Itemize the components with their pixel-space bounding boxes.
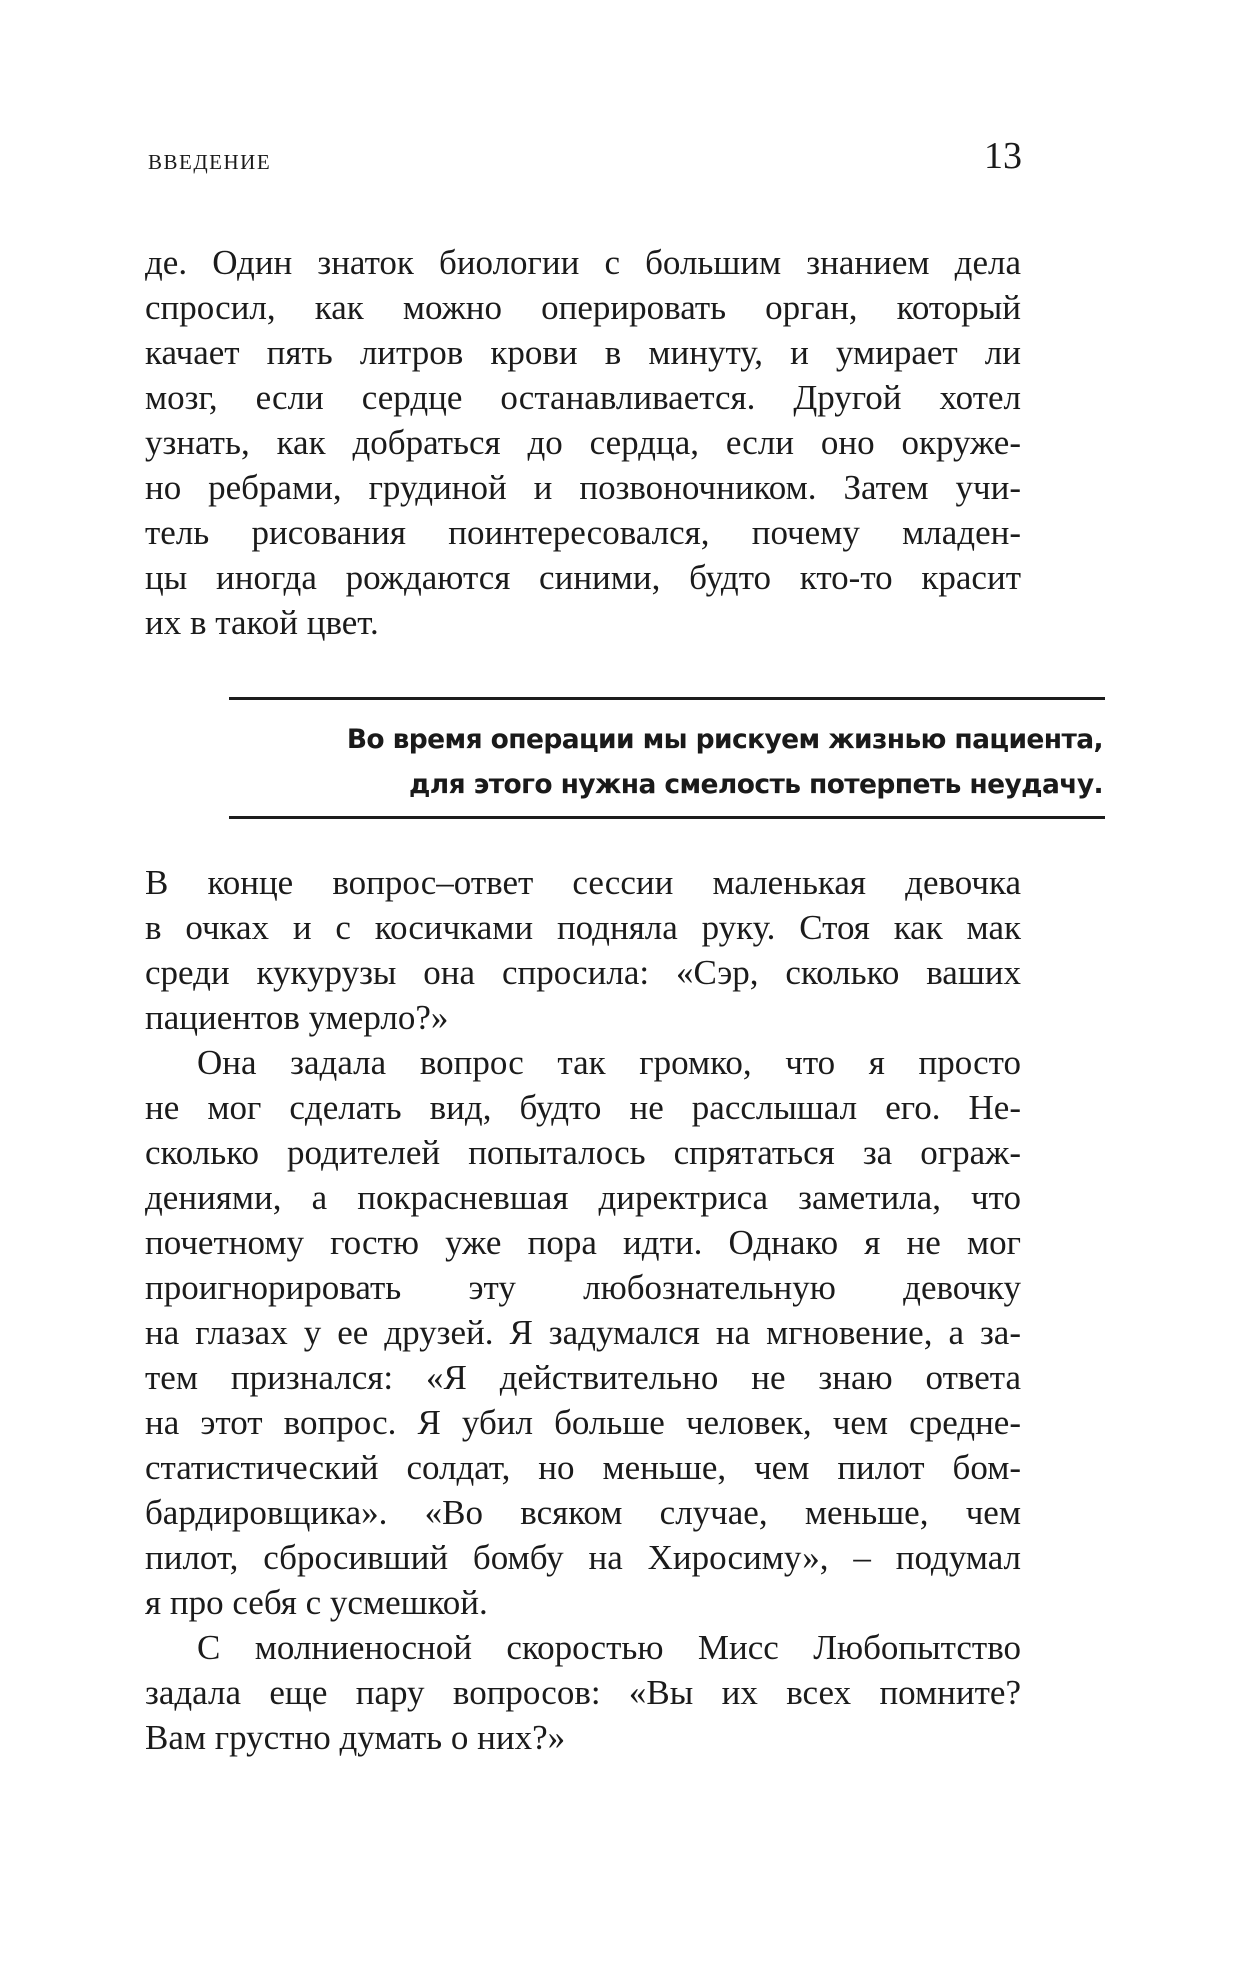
text-line: Вам грустно думать о них?» [145,1718,566,1757]
text-line: сколько родителей попыталось спрятаться за ограж- [145,1133,1021,1172]
text-line: узнать, как добраться до сердца, если оно окруже- [145,423,1021,462]
pull-quote-bottom-rule [229,816,1105,819]
text-line: среди кукурузы она спросила: «Сэр, сколько ваших [145,953,1021,992]
text-line: задала еще пару вопросов: «Вы их всех помните? [145,1673,1021,1712]
text-line: мозг, если сердце останавливается. Другой хотел [145,378,1021,417]
text-line: качает пять литров крови в минуту, и умирает ли [145,333,1021,372]
text-line: тель рисования поинтересовался, почему младен- [145,513,1021,552]
page-number: 13 [984,135,1022,177]
pull-quote [229,697,1105,819]
text-line: дениями, а покрасневшая директриса заметила, что [145,1178,1021,1217]
text-line: бардировщика». «Во всяком случае, меньше, чем [145,1493,1021,1532]
text-line: но ребрами, грудиной и позвоночником. Затем учи- [145,468,1021,507]
text-line: цы иногда рождаются синими, будто кто-то красит [145,558,1021,597]
text-line: почетному гостю уже пора идти. Однако я не мог [145,1223,1021,1262]
text-line: В конце вопрос–ответ сессии маленькая девочка [145,863,1021,902]
paragraph-1 [145,240,1021,645]
pull-quote-line: Во время операции мы рискуем жизнью пациента, [346,724,1103,755]
running-head: ВВЕДЕНИЕ [148,150,272,174]
text-line: спросил, как можно оперировать орган, который [145,288,1021,327]
text-line: С молниеносной скоростью Мисс Любопытство [197,1628,1021,1667]
text-line: не мог сделать вид, будто не расслышал его. Не- [145,1088,1021,1127]
text-line: Она задала вопрос так громко, что я просто [197,1043,1021,1082]
text-line: пилот, сбросивший бомбу на Хиросиму», – подумал [145,1538,1021,1577]
pull-quote-line: для этого нужна смелость потерпеть неудачу. [409,769,1103,800]
text-line: их в такой цвет. [145,603,379,642]
text-line: на этот вопрос. Я убил больше человек, чем средне- [145,1403,1021,1442]
text-line: пациентов умерло?» [145,998,449,1037]
text-line: в очках и с косичками подняла руку. Стоя как мак [145,908,1021,947]
text-line: статистический солдат, но меньше, чем пилот бом- [145,1448,1021,1487]
text-line: тем признался: «Я действительно не знаю ответа [145,1358,1021,1397]
pull-quote-top-rule [229,697,1105,700]
paragraph-2 [145,860,1021,1760]
text-line: на глазах у ее друзей. Я задумался на мгновение, а за- [145,1313,1021,1352]
pull-quote-text [229,717,1103,807]
text-line: проигнорировать эту любознательную девочку [145,1268,1021,1307]
text-line: я про себя с усмешкой. [145,1583,488,1622]
text-line: де. Один знаток биологии с большим знанием дела [145,243,1021,282]
